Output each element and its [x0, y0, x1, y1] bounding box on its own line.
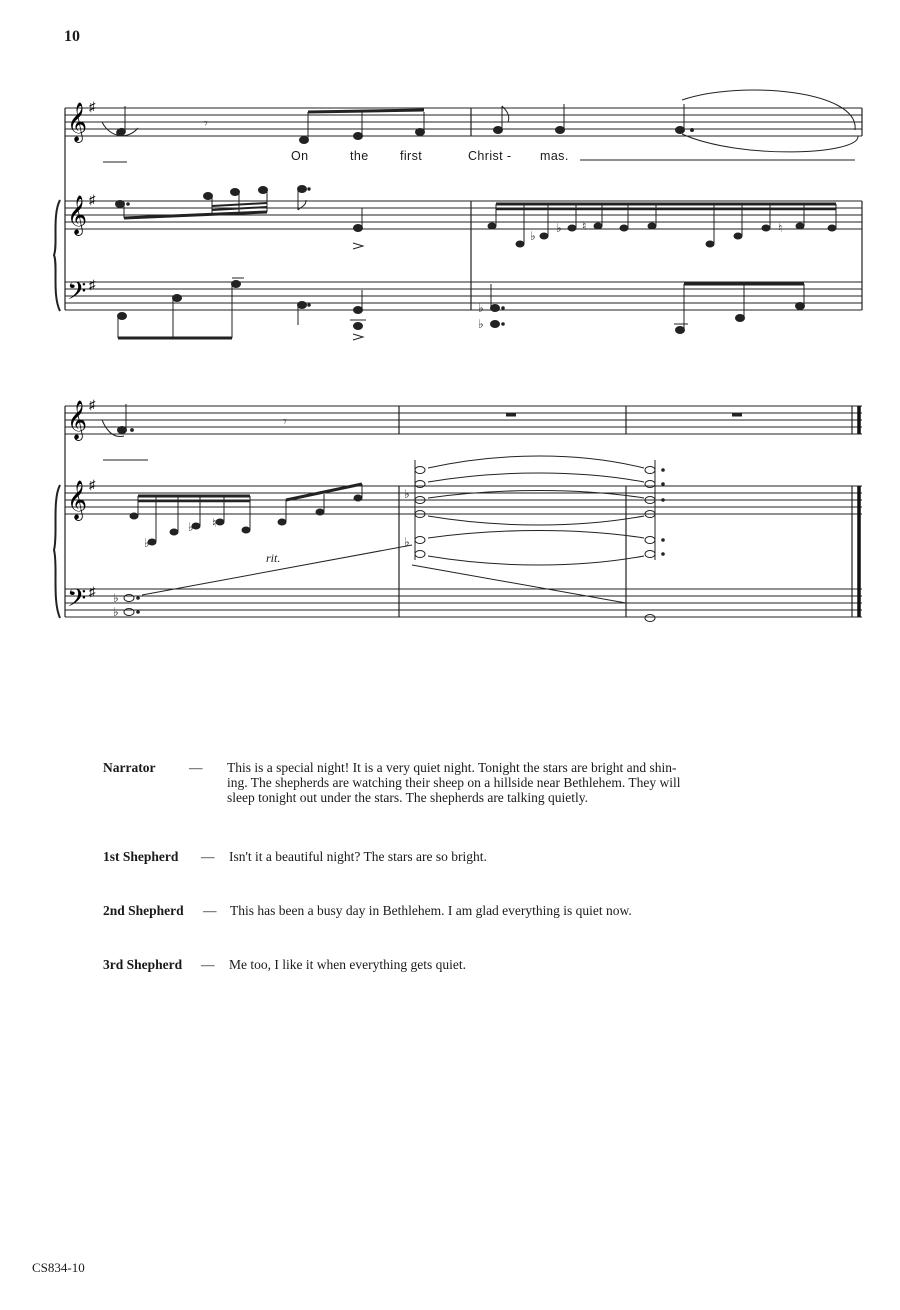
lyric-word: On	[291, 149, 309, 163]
piano-lh-system-1	[118, 278, 805, 340]
piano-rh-system-1	[116, 186, 364, 250]
dialogue-line: Me too, I like it when everything gets quiet.	[229, 957, 466, 972]
sharp-icon: ♯	[89, 397, 96, 412]
lyric-word: the	[350, 149, 369, 163]
page-number: 10	[64, 28, 80, 45]
treble-clef-icon: 𝄞	[67, 480, 88, 520]
svg-text:♮: ♮	[778, 221, 783, 235]
dialogue-line: ing. The shepherds are watching their sheep on a hillside near Bethlehem. They will	[227, 775, 681, 790]
lyric-word: mas.	[540, 149, 569, 163]
svg-text:♭: ♭	[530, 229, 536, 243]
svg-text:𝄾: 𝄾	[283, 415, 287, 430]
lyric-word: first	[400, 149, 423, 163]
speaker-name: Narrator	[103, 760, 156, 775]
treble-clef-icon: 𝄞	[67, 400, 88, 440]
system-2-staff-lines	[65, 406, 862, 617]
svg-text:♭: ♭	[113, 605, 119, 619]
sharp-icon: ♯	[89, 192, 96, 207]
speaker-name: 1st Shepherd	[103, 849, 179, 864]
dialogue-line: Isn't it a beautiful night? The stars are so bright.	[229, 849, 487, 864]
sharp-icon: ♯	[89, 277, 96, 292]
sharp-icon: ♯	[89, 477, 96, 492]
bass-clef-icon: 𝄢	[67, 584, 87, 619]
svg-text:♭: ♭	[113, 591, 119, 605]
dash: —	[201, 849, 215, 864]
dash: —	[203, 903, 217, 918]
svg-text:𝄾: 𝄾	[204, 117, 208, 132]
voice-notes-system-1	[102, 90, 858, 152]
piano-rh-system-2	[130, 456, 664, 565]
dialogue-line: This has been a busy day in Bethlehem. I am glad everything is quiet now.	[230, 903, 632, 918]
treble-clef-icon: 𝄞	[67, 102, 88, 142]
catalog-number: CS834-10	[32, 1260, 85, 1275]
svg-text:♭: ♭	[404, 535, 410, 549]
dialogue-line: sleep tonight out under the stars. The shepherds are talking quietly.	[227, 790, 589, 805]
svg-text:♭: ♭	[404, 487, 410, 501]
dash: —	[189, 760, 203, 775]
svg-text:♮: ♮	[582, 219, 587, 233]
sharp-icon: ♯	[89, 584, 96, 599]
bass-clef-icon: 𝄢	[67, 277, 87, 312]
svg-text:♭: ♭	[556, 221, 562, 235]
svg-text:♭: ♭	[144, 536, 150, 550]
svg-text:♭: ♭	[478, 317, 484, 331]
piano-rh-system-1-measure-2	[488, 204, 836, 247]
treble-clef-icon: 𝄞	[67, 195, 88, 235]
dialogue-line: This is a special night! It is a very quiet night. Tonight the stars are bright and shin-	[227, 760, 677, 775]
speaker-name: 3rd Shepherd	[103, 957, 183, 972]
svg-text:♭: ♭	[188, 520, 194, 534]
svg-text:♮: ♮	[212, 516, 217, 530]
svg-text:♭: ♭	[478, 301, 484, 315]
lyric-word: Christ -	[468, 149, 512, 163]
sharp-icon: ♯	[89, 99, 96, 114]
tempo-marking: rit.	[266, 551, 281, 565]
dash: —	[201, 957, 215, 972]
speaker-name: 2nd Shepherd	[103, 903, 184, 918]
